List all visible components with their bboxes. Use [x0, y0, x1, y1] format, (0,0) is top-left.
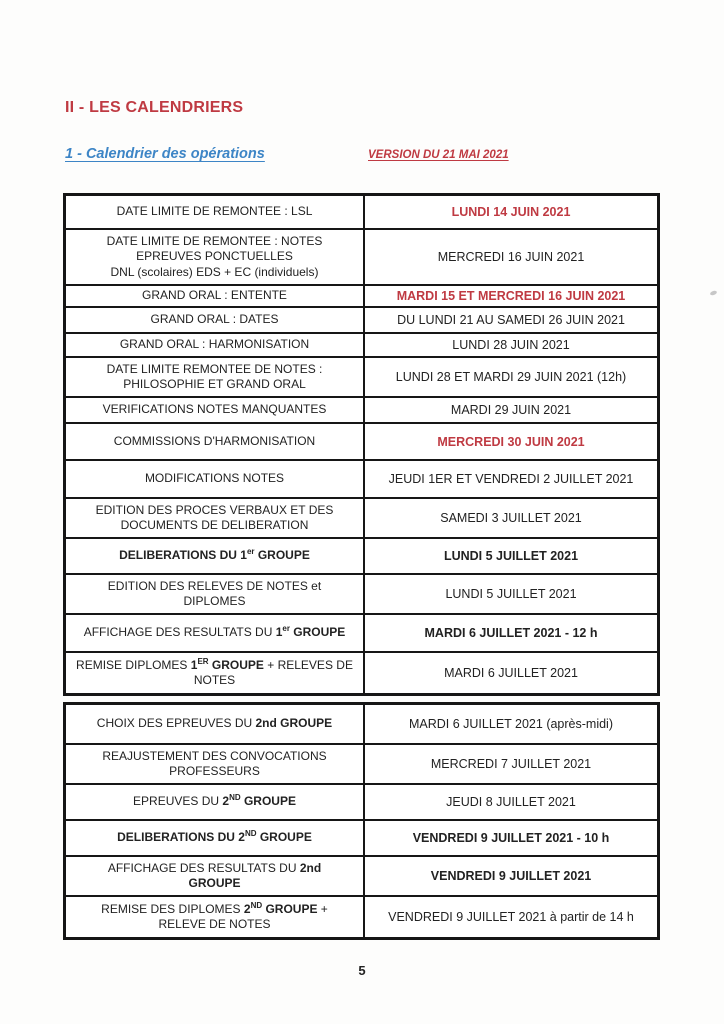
- event-date-cell: LUNDI 28 JUIN 2021: [452, 338, 570, 352]
- event-label-cell: COMMISSIONS D'HARMONISATION: [66, 424, 365, 459]
- event-label-cell: DATE LIMITE DE REMONTEE : NOTES EPREUVES PONCTUELLES DNL (scolaires) EDS + EC (individuels): [66, 230, 365, 284]
- calendar-table-first-group: [63, 193, 660, 696]
- event-date-cell: MERCREDI 7 JUILLET 2021: [430, 757, 592, 771]
- table-row: [66, 653, 657, 693]
- table-row: [66, 461, 657, 499]
- table-row: [66, 615, 657, 653]
- event-date-cell: LUNDI 14 JUIN 2021: [451, 205, 571, 219]
- table-row: [66, 358, 657, 398]
- event-date-cell: SAMEDI 3 JUILLET 2021: [440, 511, 582, 525]
- table-row: [66, 539, 657, 575]
- event-label-cell: EDITION DES PROCES VERBAUX ET DES DOCUMENTS DE DELIBERATION: [66, 499, 365, 537]
- event-label-cell: DELIBERATIONS DU 1er GROUPE: [66, 539, 365, 573]
- event-date-cell: DU LUNDI 21 AU SAMEDI 26 JUIN 2021: [397, 313, 625, 327]
- version-label: VERSION DU 21 MAI 2021: [368, 149, 509, 161]
- event-date-cell: MERCREDI 16 JUIN 2021: [437, 250, 585, 264]
- event-date-cell: MARDI 6 JUILLET 2021 - 12 h: [424, 626, 598, 640]
- event-date-cell: JEUDI 1ER ET VENDREDI 2 JUILLET 2021: [388, 472, 634, 486]
- event-date-cell: MARDI 15 ET MERCREDI 16 JUIN 2021: [396, 289, 626, 303]
- table-row: [66, 897, 657, 937]
- table-row: [66, 334, 657, 358]
- table-row: [66, 785, 657, 821]
- table-row: [66, 398, 657, 424]
- event-label-cell: GRAND ORAL : ENTENTE: [66, 286, 365, 306]
- table-row: [66, 308, 657, 334]
- event-label-cell: AFFICHAGE DES RESULTATS DU 1er GROUPE: [66, 615, 365, 651]
- section-heading: II - LES CALENDRIERS: [65, 99, 244, 116]
- event-date-cell: MARDI 29 JUIN 2021: [450, 403, 572, 417]
- calendar-table-second-group: [63, 702, 660, 940]
- event-label-cell: CHOIX DES EPREUVES DU 2nd GROUPE: [66, 705, 365, 743]
- table-row: [66, 499, 657, 539]
- event-label-cell: AFFICHAGE DES RESULTATS DU 2nd GROUPE: [66, 857, 365, 895]
- event-date-cell: LUNDI 5 JUILLET 2021: [445, 587, 577, 601]
- subsection-heading: 1 - Calendrier des opérations: [65, 146, 265, 162]
- table-row: [66, 230, 657, 286]
- page-number: 5: [358, 963, 366, 978]
- table-row: [66, 196, 657, 230]
- event-label-cell: EDITION DES RELEVES DE NOTES et DIPLOMES: [66, 575, 365, 613]
- event-label-cell: REMISE DIPLOMES 1ER GROUPE + RELEVES DE NOTES: [66, 653, 365, 693]
- event-label-cell: DATE LIMITE REMONTEE DE NOTES : PHILOSOPHIE ET GRAND ORAL: [66, 358, 365, 396]
- event-label-cell: DELIBERATIONS DU 2ND GROUPE: [66, 821, 365, 855]
- event-date-cell: VENDREDI 9 JUILLET 2021: [430, 869, 592, 883]
- table-row: [66, 745, 657, 785]
- event-label-cell: REAJUSTEMENT DES CONVOCATIONS PROFESSEURS: [66, 745, 365, 783]
- event-date-cell: JEUDI 8 JUILLET 2021: [446, 795, 576, 809]
- event-date-cell: LUNDI 28 ET MARDI 29 JUIN 2021 (12h): [395, 370, 627, 384]
- event-label-cell: MODIFICATIONS NOTES: [66, 461, 365, 497]
- event-date-cell: VENDREDI 9 JUILLET 2021 - 10 h: [412, 831, 610, 845]
- event-date-cell: LUNDI 5 JUILLET 2021: [443, 549, 579, 563]
- table-row: [66, 286, 657, 308]
- event-date-cell: MARDI 6 JUILLET 2021: [444, 666, 578, 680]
- event-label-cell: GRAND ORAL : DATES: [66, 308, 365, 332]
- event-label-cell: GRAND ORAL : HARMONISATION: [66, 334, 365, 356]
- table-row: [66, 575, 657, 615]
- event-label-cell: VERIFICATIONS NOTES MANQUANTES: [66, 398, 365, 422]
- table-row: [66, 424, 657, 461]
- scan-speck: [710, 290, 718, 296]
- table-row: [66, 821, 657, 857]
- event-label-cell: REMISE DES DIPLOMES 2ND GROUPE + RELEVE DE NOTES: [66, 897, 365, 937]
- subsection-row: [65, 146, 660, 170]
- table-row: [66, 857, 657, 897]
- event-date-cell: MERCREDI 30 JUIN 2021: [437, 434, 585, 449]
- table-row: [66, 705, 657, 745]
- event-date-cell: MARDI 6 JUILLET 2021 (après-midi): [408, 717, 613, 731]
- event-date-cell: VENDREDI 9 JUILLET 2021 à partir de 14 h: [388, 910, 634, 924]
- event-label-cell: EPREUVES DU 2ND GROUPE: [66, 785, 365, 819]
- event-label-cell: DATE LIMITE DE REMONTEE : LSL: [66, 196, 365, 228]
